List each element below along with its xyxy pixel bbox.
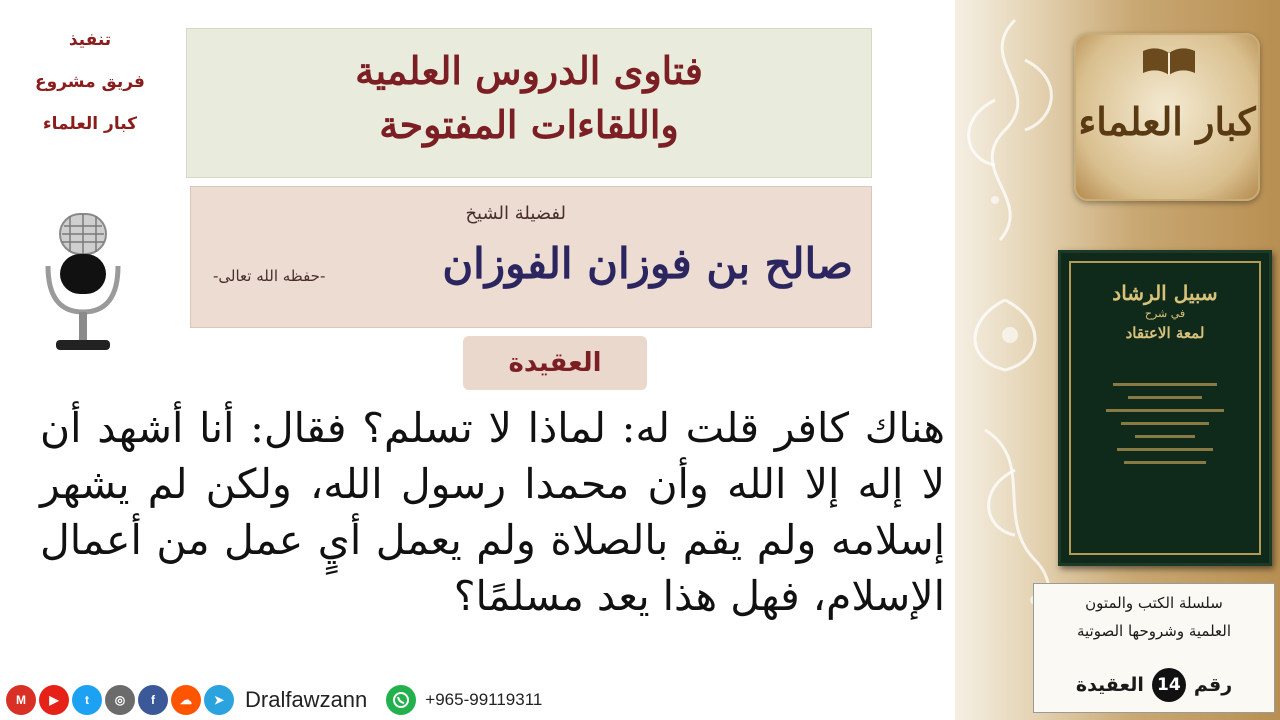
telegram-icon[interactable]: ➤ [204, 685, 234, 715]
book-title-secondary: لمعة الاعتقاد [1125, 324, 1205, 342]
instagram-icon[interactable]: ◎ [105, 685, 135, 715]
sheikh-name: صالح بن فوزان الفوزان [442, 239, 853, 288]
series-number-label: رقم [1193, 674, 1233, 696]
series-number-badge: 14 [1152, 668, 1186, 702]
open-book-icon [1139, 43, 1199, 79]
title-line-2: واللقاءات المفتوحة [379, 102, 679, 147]
gmail-icon[interactable]: M [6, 685, 36, 715]
social-handle[interactable]: Dralfawzann [245, 687, 368, 712]
sheikh-honorific: -حفظه الله تعالى- [213, 267, 326, 285]
phone-number[interactable]: +965-99119311 [425, 690, 543, 709]
series-number-row [1034, 668, 1274, 702]
credits-line-3: كبار العلماء [42, 114, 138, 134]
facebook-icon[interactable]: f [138, 685, 168, 715]
title-line-1: فتاوى الدروس العلمية [355, 48, 703, 93]
logo-text: كبار العلماء [1078, 99, 1256, 144]
twitter-icon[interactable]: t [72, 685, 102, 715]
topic-tab: العقيدة [463, 336, 647, 390]
book-decorative-lines [1091, 383, 1239, 474]
credits-line-2: فريق مشروع [35, 72, 145, 92]
series-box [1033, 583, 1275, 713]
social-footer [6, 684, 542, 716]
book-cover [1058, 250, 1272, 566]
credits-line-1: تنفيذ [68, 30, 112, 50]
youtube-icon[interactable]: ▶ [39, 685, 69, 715]
question-text: هناك كافر قلت له: لماذا لا تسلم؟ فقال: أنا أشهد أن لا إله إلا الله وأن محمدا رسول الله، ولكن لم يشهر إسلامه ولم يقم بالصلاة ولم يعمل أيٍ عمل من أعمال الإسلام، فهل هذا يعد مسلمًا؟ [40, 404, 945, 620]
microphone-icon [38, 208, 128, 356]
series-line-2: العلمية وشروحها الصوتية [1076, 622, 1232, 640]
logo-box [1074, 33, 1260, 201]
series-line-1: سلسلة الكتب والمتون [1085, 594, 1223, 612]
sheikh-prefix: لفضيلة الشيخ [465, 203, 566, 224]
series-topic: العقيدة [1075, 674, 1144, 696]
credits [20, 30, 160, 156]
book-title-sub: في شرح [1144, 307, 1186, 320]
book-title-main: سبيل الرشاد [1112, 281, 1218, 305]
soundcloud-icon[interactable]: ☁ [171, 685, 201, 715]
whatsapp-icon[interactable] [386, 685, 416, 715]
title-box [186, 28, 872, 178]
book-title [1073, 281, 1257, 342]
sheikh-box [190, 186, 872, 328]
